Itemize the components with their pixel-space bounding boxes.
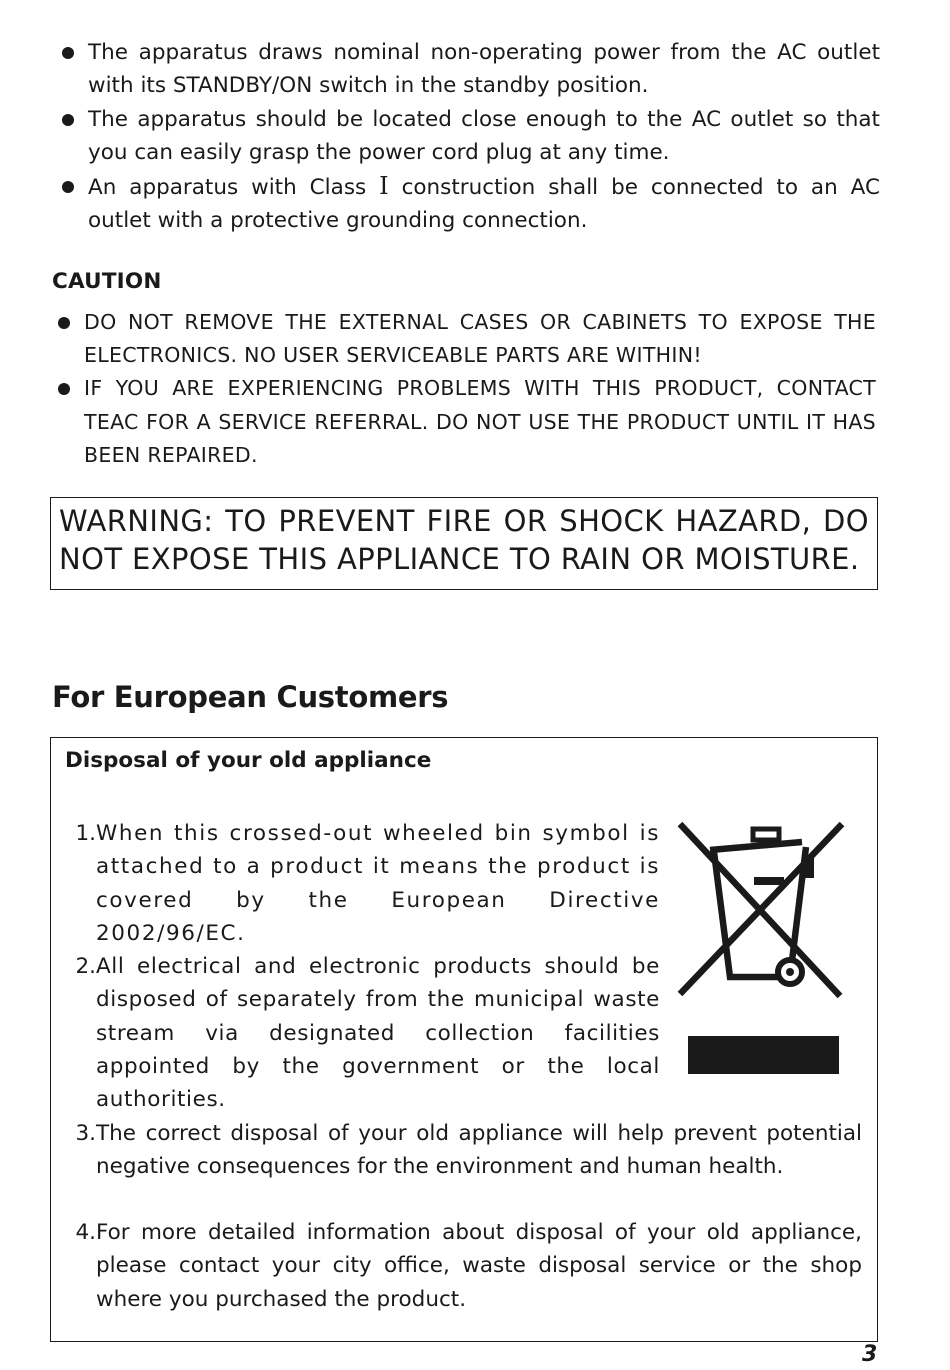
class-one-mark: I <box>379 171 389 200</box>
safety-note-text: An apparatus with Class <box>88 174 380 200</box>
safety-note-text: construction shall be connected to an AC outlet with a protective grounding connection. <box>88 174 880 234</box>
caution-list <box>58 306 876 472</box>
caution-heading: CAUTION <box>52 269 162 294</box>
caution-item: DO NOT REMOVE THE EXTERNAL CASES OR CABINETS TO EXPOSE THE ELECTRONICS. NO USER SERVICEABLE PARTS ARE WITHIN! <box>58 306 876 372</box>
safety-note: The apparatus draws nominal non-operating power from the AC outlet with its STANDBY/ON switch in the standby position. <box>62 36 880 103</box>
safety-note <box>62 170 880 238</box>
weee-marking-bar <box>688 1036 839 1074</box>
safety-notes <box>62 36 880 237</box>
item-text: For more detailed information about disposal of your old appliance, please contact your city office, waste disposal service or the shop where you purchased the product. <box>96 1220 862 1312</box>
crossed-out-wheeled-bin-icon <box>676 822 846 1002</box>
section-heading: For European Customers <box>52 680 449 714</box>
item-text: When this crossed-out wheeled bin symbol is attached to a product it means the product is covered by the European Directive 2002/96/EC. <box>96 821 660 946</box>
item-number: 2. <box>75 954 96 979</box>
safety-note: The apparatus should be located close enough to the AC outlet so that you can easily grasp the power cord plug at any time. <box>62 103 880 170</box>
item-text: All electrical and electronic products should be disposed of separately from the municipal waste stream via designated collection facilities appointed by the government or the local authorities. <box>96 954 660 1113</box>
item-text: The correct disposal of your old appliance will help prevent potential negative consequences for the environment and human health. <box>96 1121 862 1180</box>
item-number: 3. <box>75 1121 96 1146</box>
item-number: 4. <box>75 1220 96 1245</box>
disposal-title: Disposal of your old appliance <box>65 748 432 773</box>
page-number: 3 <box>862 1342 878 1367</box>
warning-text: WARNING: TO PREVENT FIRE OR SHOCK HAZARD, DO NOT EXPOSE THIS APPLIANCE TO RAIN OR MOISTURE. <box>59 504 869 576</box>
warning-box <box>50 497 878 590</box>
caution-item: IF YOU ARE EXPERIENCING PROBLEMS WITH THIS PRODUCT, CONTACT TEAC FOR A SERVICE REFERRAL. DO NOT USE THE PRODUCT UNTIL IT HAS BEEN REPAIRED. <box>58 372 876 472</box>
item-number: 1. <box>75 821 96 846</box>
